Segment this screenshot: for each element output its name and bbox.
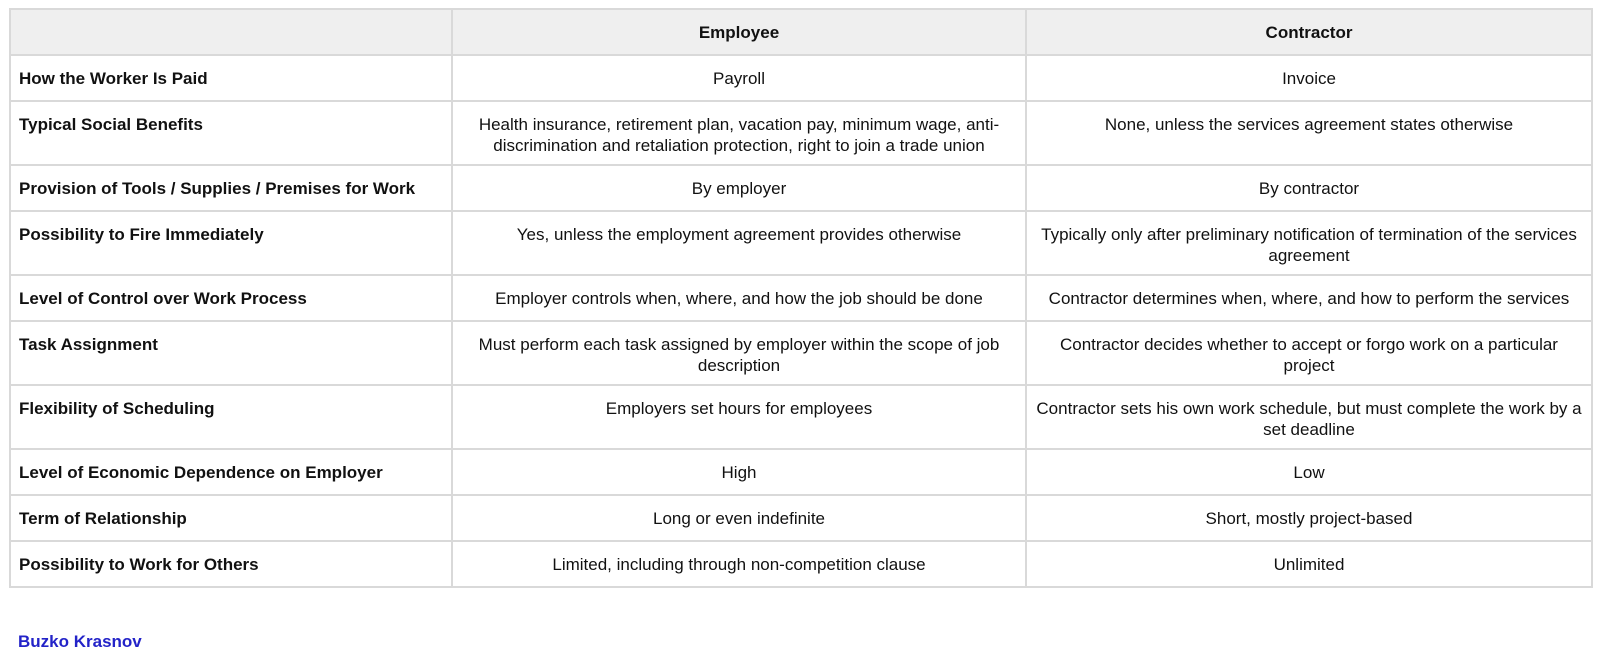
comparison-table-wrapper — [9, 8, 1593, 588]
row-label: Typical Social Benefits — [10, 101, 452, 165]
row-label: Possibility to Fire Immediately — [10, 211, 452, 275]
contractor-cell: Contractor sets his own work schedule, but must complete the work by a set deadline — [1026, 385, 1592, 449]
contractor-cell: Contractor determines when, where, and how to perform the services — [1026, 275, 1592, 321]
row-label: Flexibility of Scheduling — [10, 385, 452, 449]
contractor-cell: Low — [1026, 449, 1592, 495]
contractor-cell: Short, mostly project-based — [1026, 495, 1592, 541]
employee-cell: Yes, unless the employment agreement provides otherwise — [452, 211, 1026, 275]
table-header-row — [10, 9, 1592, 55]
employee-cell: Health insurance, retirement plan, vacation pay, minimum wage, anti-discrimination and retaliation protection, right to join a trade union — [452, 101, 1026, 165]
row-label: Term of Relationship — [10, 495, 452, 541]
header-corner-cell — [10, 9, 452, 55]
header-contractor: Contractor — [1026, 9, 1592, 55]
row-label: How the Worker Is Paid — [10, 55, 452, 101]
header-employee: Employee — [452, 9, 1026, 55]
employee-cell: Employers set hours for employees — [452, 385, 1026, 449]
table-row — [10, 321, 1592, 385]
row-label: Possibility to Work for Others — [10, 541, 452, 587]
contractor-cell: Typically only after preliminary notification of termination of the services agreement — [1026, 211, 1592, 275]
row-label: Level of Economic Dependence on Employer — [10, 449, 452, 495]
table-row — [10, 449, 1592, 495]
employee-cell: High — [452, 449, 1026, 495]
table-row — [10, 55, 1592, 101]
row-label: Level of Control over Work Process — [10, 275, 452, 321]
table-row — [10, 495, 1592, 541]
table-row — [10, 385, 1592, 449]
employee-cell: Payroll — [452, 55, 1026, 101]
employee-cell: Long or even indefinite — [452, 495, 1026, 541]
contractor-cell: Invoice — [1026, 55, 1592, 101]
table-row — [10, 211, 1592, 275]
comparison-table — [9, 8, 1593, 588]
employee-cell: Limited, including through non-competition clause — [452, 541, 1026, 587]
author-link[interactable]: Buzko Krasnov — [18, 632, 142, 651]
employee-cell: By employer — [452, 165, 1026, 211]
contractor-cell: Unlimited — [1026, 541, 1592, 587]
contractor-cell: Contractor decides whether to accept or forgo work on a particular project — [1026, 321, 1592, 385]
employee-cell: Must perform each task assigned by employer within the scope of job description — [452, 321, 1026, 385]
contractor-cell: None, unless the services agreement states otherwise — [1026, 101, 1592, 165]
table-row — [10, 101, 1592, 165]
employee-cell: Employer controls when, where, and how the job should be done — [452, 275, 1026, 321]
row-label: Provision of Tools / Supplies / Premises for Work — [10, 165, 452, 211]
table-row — [10, 165, 1592, 211]
table-row — [10, 275, 1592, 321]
row-label: Task Assignment — [10, 321, 452, 385]
contractor-cell: By contractor — [1026, 165, 1592, 211]
table-row — [10, 541, 1592, 587]
